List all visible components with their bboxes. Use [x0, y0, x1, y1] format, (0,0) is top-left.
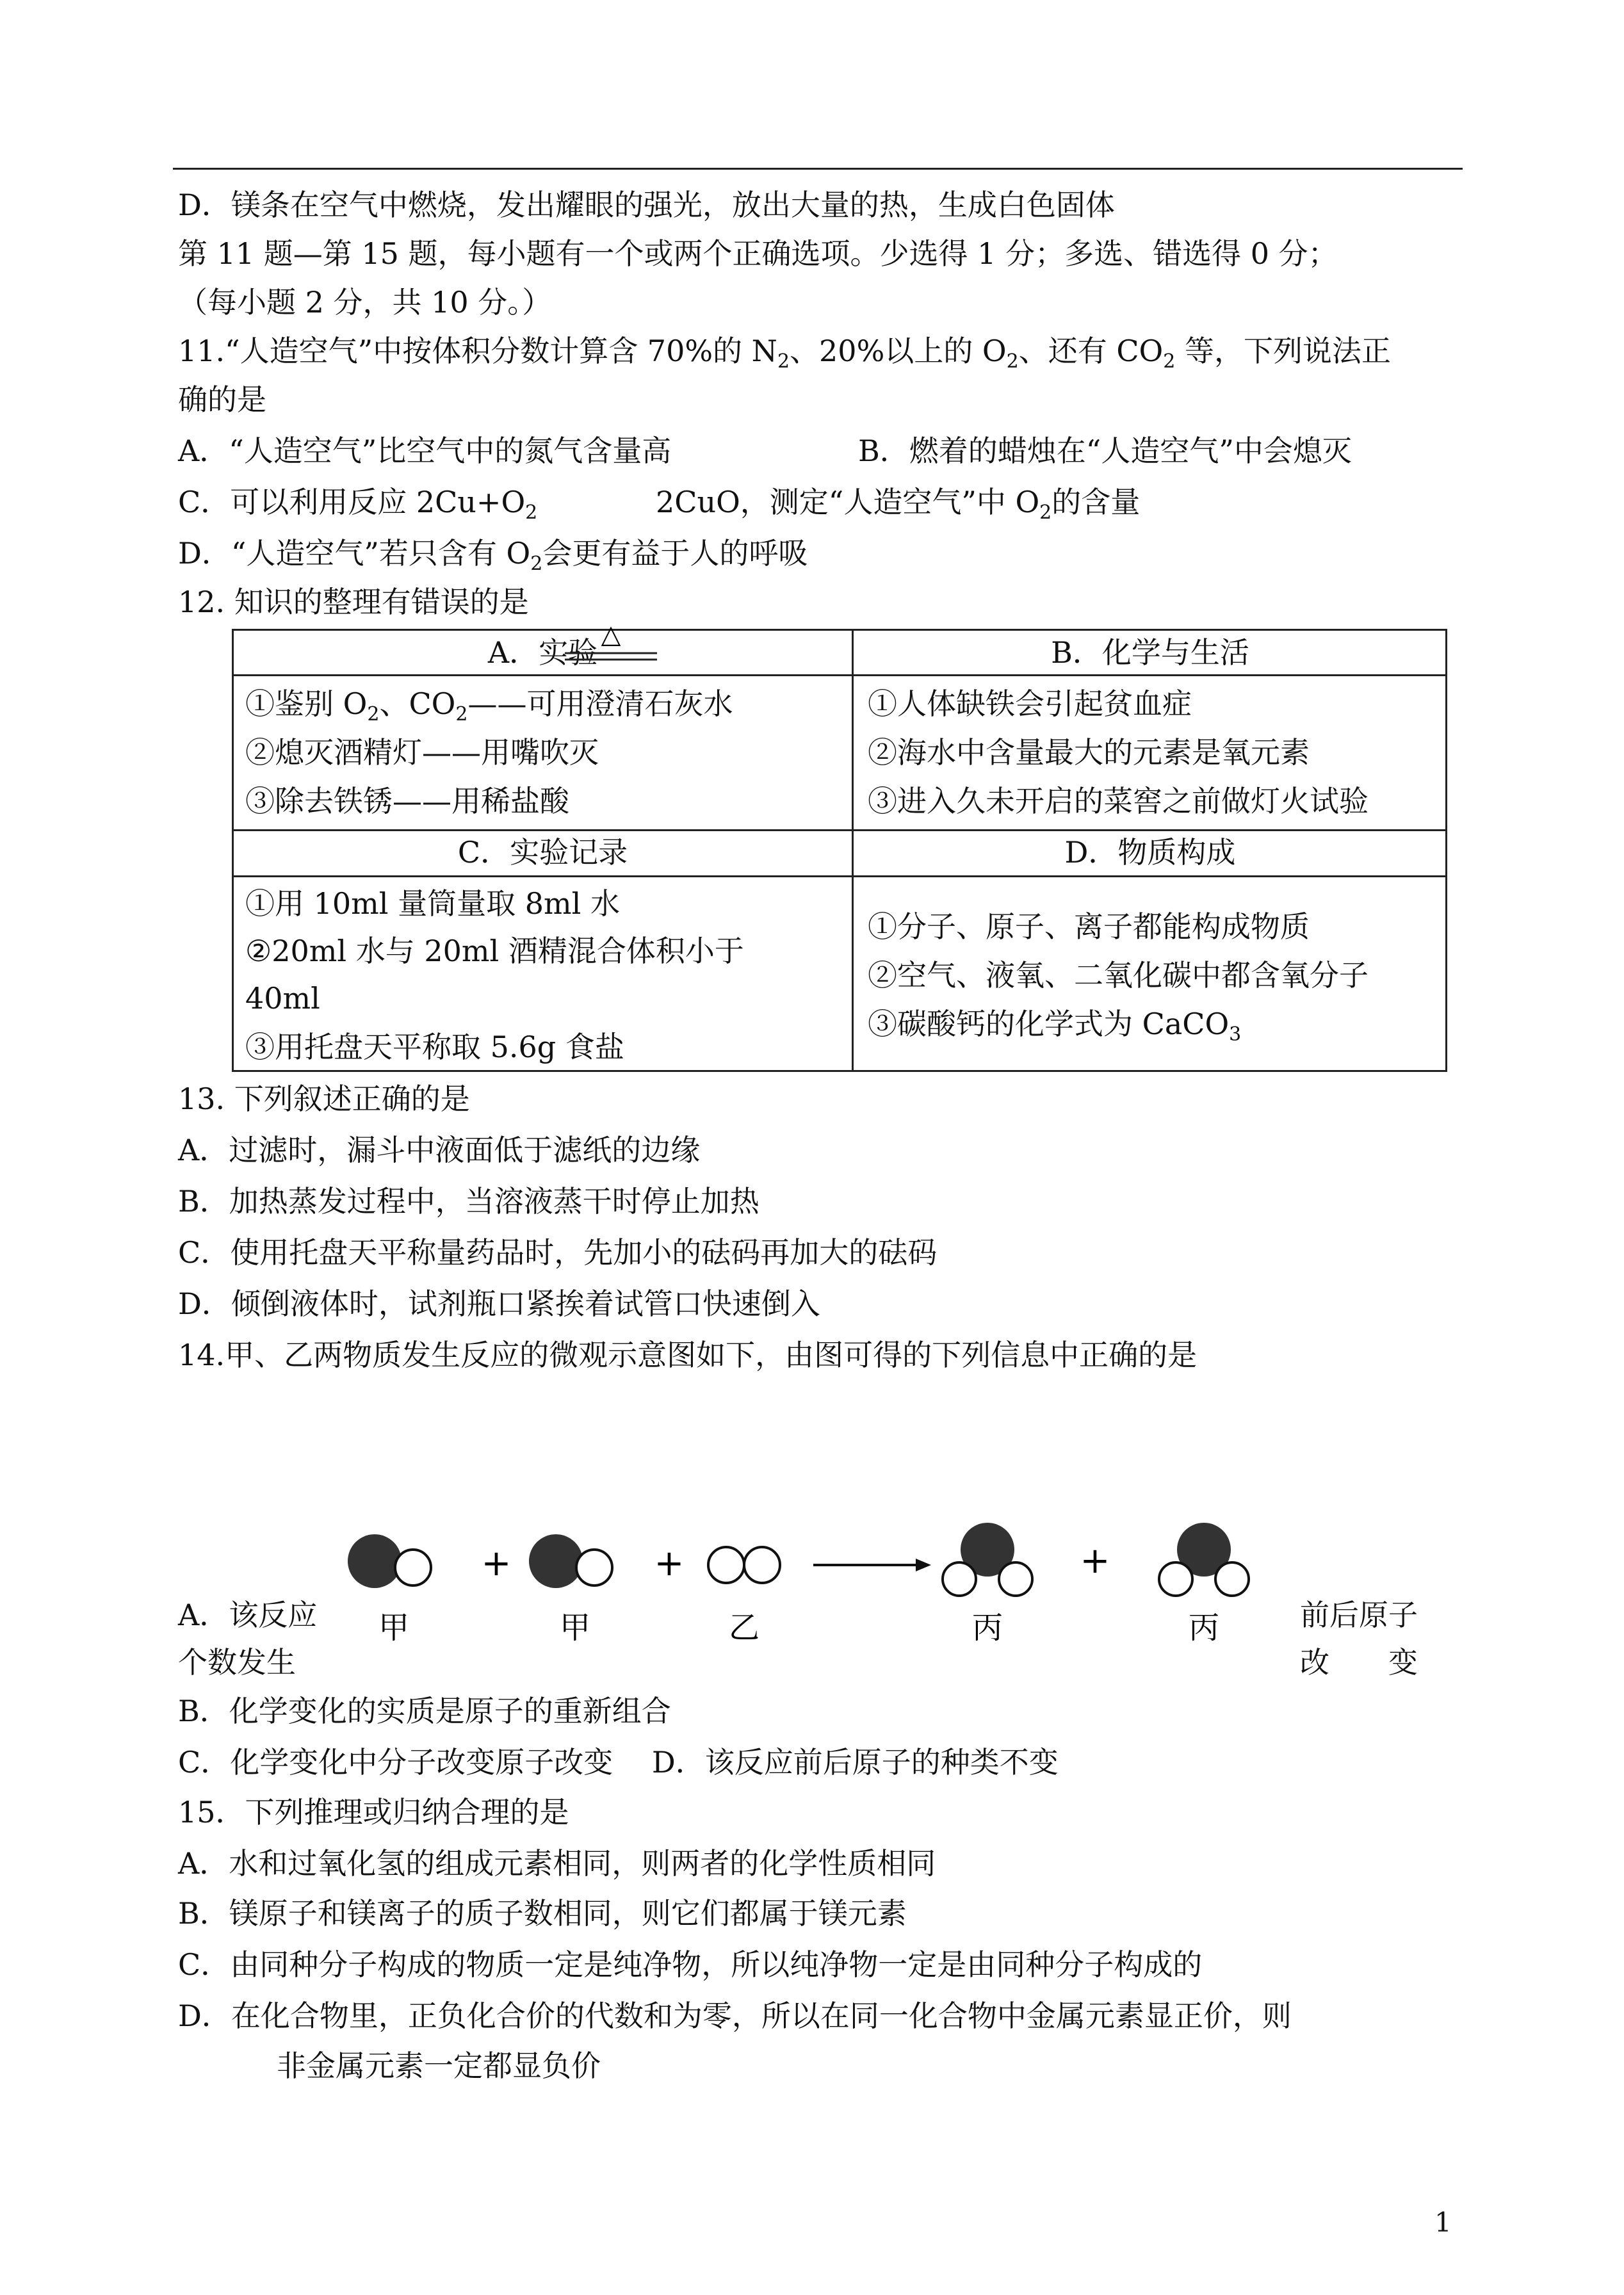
q15-option-b: B．镁原子和镁离子的质子数相同，则它们都属于镁元素 [178, 1896, 907, 1931]
q11-option-c-cont: 2CuO，测定“人造空气”中 $O_2$的含量 [656, 485, 1141, 524]
header-rule [173, 168, 1463, 170]
table-head-a: A．实验 [487, 635, 598, 670]
instructions: 第 11 题—第 15 题，每小题有一个或两个正确选项。少选得 1 分；多选、错选得 0 分； [178, 236, 1338, 271]
q14-option-a-part3: 前后原子 [1300, 1598, 1418, 1632]
page-number: 1 [1434, 2207, 1452, 2238]
question-11-cont: 确的是 [178, 382, 266, 417]
label-jia-2: 甲 [559, 1610, 591, 1646]
cell-d-3: ③碳酸钙的化学式为 CaCO$_3$ [868, 1007, 1242, 1046]
cell-c-2: ②20ml 水与 20ml 酒精混合体积小于 [245, 934, 744, 968]
q11-option-b: B．燃着的蜡烛在“人造空气”中会熄灭 [858, 434, 1352, 468]
molecule-a2-big-atom [529, 1534, 583, 1588]
molecule-a1-small-atom [395, 1550, 431, 1585]
molecule-b-atom-1 [708, 1547, 744, 1583]
cell-b-3: ③进入久未开启的菜窖之前做灯火试验 [868, 784, 1368, 818]
q14-option-a-part4: 改 变 [1300, 1645, 1418, 1680]
cell-b-2: ②海水中含量最大的元素是氧元素 [868, 735, 1310, 770]
table-divider-h2 [234, 829, 1445, 831]
q15-option-d: D．在化合物里，正负化合价的代数和为零，所以在同一化合物中金属元素显正价，则 [178, 1999, 1292, 2033]
table-divider-h1 [234, 674, 1445, 676]
q15-option-c: C．由同种分子构成的物质一定是纯净物，所以纯净物一定是由同种分子构成的 [178, 1947, 1203, 1982]
knowledge-table [232, 629, 1447, 1072]
question-13: 13. 下列叙述正确的是 [178, 1082, 470, 1116]
plus-sign-3: + [1080, 1540, 1110, 1582]
molecule-c1-small-atom-2 [999, 1562, 1032, 1596]
heating-condition-mark [560, 617, 662, 676]
delta-symbol: △ [601, 620, 621, 649]
q11-option-c: C．可以利用反应 $2Cu+O_2$ [178, 485, 538, 524]
label-bing-1: 丙 [971, 1610, 1003, 1646]
cell-a-3: ③除去铁锈——用稀盐酸 [245, 784, 569, 818]
q11-option-d: D．“人造空气”若只含有 $O_2$会更有益于人的呼吸 [178, 536, 808, 575]
cell-a-2: ②熄灭酒精灯——用嘴吹灭 [245, 735, 599, 770]
plus-sign-1: + [481, 1543, 512, 1584]
molecule-b-atom-2 [744, 1547, 780, 1583]
q13-option-a: A．过滤时，漏斗中液面低于滤纸的边缘 [178, 1133, 701, 1167]
molecule-a1-big-atom [348, 1534, 402, 1588]
table-head-b: B．化学与生活 [1051, 635, 1249, 670]
question-12: 12. 知识的整理有错误的是 [178, 585, 529, 619]
q11-option-a: A．“人造空气”比空气中的氮气含量高 [178, 434, 672, 468]
question-11: 11.“人造空气”中按体积分数计算含 70%的 $N_2$、20%以上的 $O_2$、还有 $CO_2$ 等，下列说法正 [178, 334, 1391, 373]
label-yi: 乙 [728, 1610, 760, 1646]
q13-option-d: D．倾倒液体时，试剂瓶口紧挨着试管口快速倒入 [178, 1286, 820, 1321]
question-14: 14.甲、乙两物质发生反应的微观示意图如下，由图可得的下列信息中正确的是 [178, 1338, 1198, 1372]
question-15: 15．下列推理或归纳合理的是 [178, 1795, 569, 1829]
molecule-a2-small-atom [576, 1550, 612, 1585]
cell-b-1: ①人体缺铁会引起贫血症 [868, 686, 1192, 721]
label-jia-1: 甲 [378, 1610, 410, 1646]
q15-option-d-cont: 非金属元素一定都显负价 [277, 2048, 601, 2083]
reaction-diagram [339, 1504, 1262, 1676]
cell-d-1: ①分子、原子、离子都能构成物质 [868, 909, 1310, 944]
table-head-c: C．实验记录 [457, 835, 628, 870]
cell-a-1: ①鉴别 $O_2$、$CO_2——$可用澄清石灰水 [245, 686, 733, 726]
table-head-d: D．物质构成 [1064, 835, 1236, 870]
table-divider-h3 [234, 875, 1445, 877]
q15-option-a: A．水和过氧化氢的组成元素相同，则两者的化学性质相同 [178, 1846, 936, 1881]
q13-option-b: B．加热蒸发过程中，当溶液蒸干时停止加热 [178, 1184, 759, 1219]
cell-c-3: ③用托盘天平称取 5.6g 食盐 [245, 1030, 624, 1064]
q13-option-c: C．使用托盘天平称量药品时，先加小的砝码再加大的砝码 [178, 1235, 938, 1270]
q14-option-a-part1: A．该反应 [178, 1598, 318, 1632]
label-bing-2: 丙 [1188, 1610, 1220, 1646]
cell-d-2: ②空气、液氧、二氧化碳中都含氧分子 [868, 958, 1368, 993]
molecule-c2-small-atom-1 [1159, 1562, 1192, 1596]
option-d-prev: D．镁条在空气中燃烧，发出耀眼的强光，放出大量的热，生成白色固体 [178, 188, 1115, 222]
q14-option-a-part2: 个数发生 [178, 1645, 296, 1680]
reaction-arrow-head [916, 1559, 931, 1571]
cell-c-1: ①用 10ml 量筒量取 8ml 水 [245, 886, 620, 921]
instructions-score: （每小题 2 分，共 10 分。） [178, 285, 552, 320]
molecule-c1-small-atom-1 [943, 1562, 976, 1596]
plus-sign-2: + [654, 1543, 685, 1584]
q14-option-b: B．化学变化的实质是原子的重新组合 [178, 1694, 671, 1728]
molecule-c2-small-atom-2 [1215, 1562, 1249, 1596]
q14-options-cd: C．化学变化中分子改变原子改变 D．该反应前后原子的种类不变 [178, 1745, 1059, 1780]
cell-c-2b: 40ml [245, 981, 320, 1016]
